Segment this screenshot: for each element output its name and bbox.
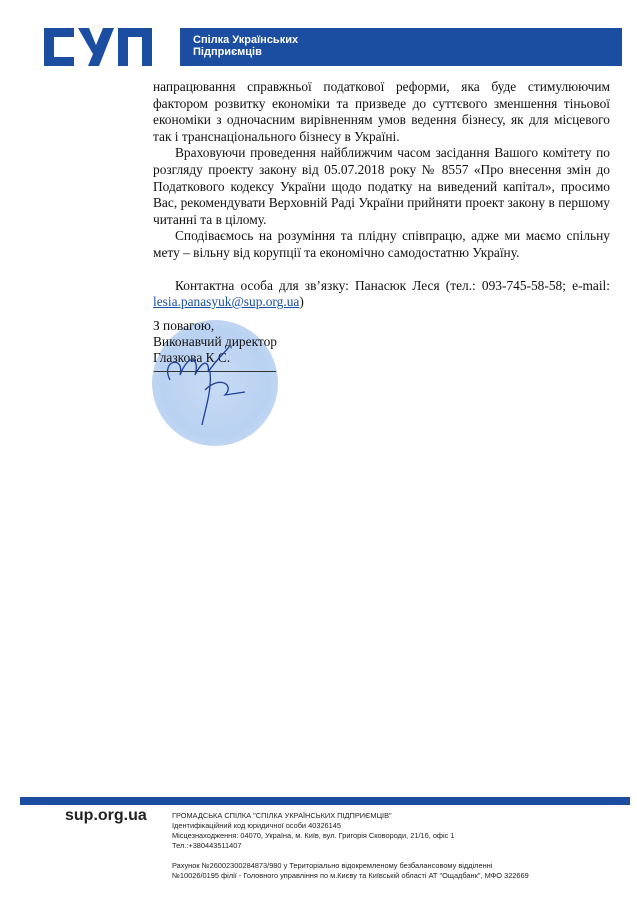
footer-bank-line: №10026/0195 філії - Головного управління по м.Києву та Київській області АТ "Ощадбанк", МФО 322669	[172, 871, 529, 880]
org-name-line1: Спілка Українських	[193, 34, 299, 46]
footer-bank-line: Рахунок №26002300284873/980 у Територіально відокремленому безбалансовому відділенні	[172, 861, 493, 870]
org-name-band	[180, 28, 622, 66]
sup-logo	[44, 28, 152, 66]
signer-name: Глазкова К.С.	[153, 350, 231, 365]
closing: З повагою,	[153, 318, 215, 333]
handwritten-signature	[150, 330, 260, 430]
footer-line: Місцезнаходження: 04070, Україна, м. Київ, вул. Григорія Сковороди, 21/16, офіс 1	[172, 831, 455, 840]
footer-line: Ідентифікаційний код юридичної особи 40326145	[172, 821, 341, 830]
footer-band	[20, 797, 630, 805]
contact-paragraph	[153, 278, 610, 311]
paragraph-3: Сподіваємось на розуміння та плідну співпрацю, адже ми маємо спільну мету – вільну від корупції та економічно самодостатню Україну.	[153, 228, 610, 260]
paragraph-1: напрацювання справжньої податкової реформи, яка буде стимулюючим фактором розвитку економіки та призведе до суттєвого зменшення тіньової економіки з одночасним вирівненням умов ведення бізнесу, як для місцевого так і транснаціонального бізнесу в Україні.	[153, 79, 610, 144]
letter-body	[153, 79, 610, 311]
footer-website: sup.org.ua	[65, 807, 147, 824]
contact-text: Контактна особа для зв’язку: Панасюк Леся (тел.: 093-745-58-58; e-mail:	[175, 277, 610, 293]
footer-line: Тел.:+380443511407	[172, 841, 242, 850]
contact-email-link[interactable]: lesia.panasyuk@sup.org.ua	[153, 294, 300, 310]
paragraph-2: Враховуючи проведення найближчим часом засідання Вашого комітету по розгляду проекту закону від 05.07.2018 року № 8557 «Про внесення змін до Податкового кодексу України щодо податку на виведений капітал», просимо Вас, рекомендувати Верховній Раді України прийняти проект закону в першому читанні та в цілому.	[153, 145, 610, 227]
contact-suffix: )	[299, 294, 304, 310]
signer-title: Виконавчий директор	[153, 334, 277, 349]
footer-details	[172, 811, 529, 881]
org-name-line2: Підприємців	[193, 46, 262, 58]
footer-line: ГРОМАДСЬКА СПІЛКА "СПІЛКА УКРАЇНСЬКИХ ПІДПРИЄМЦІВ"	[172, 811, 392, 820]
